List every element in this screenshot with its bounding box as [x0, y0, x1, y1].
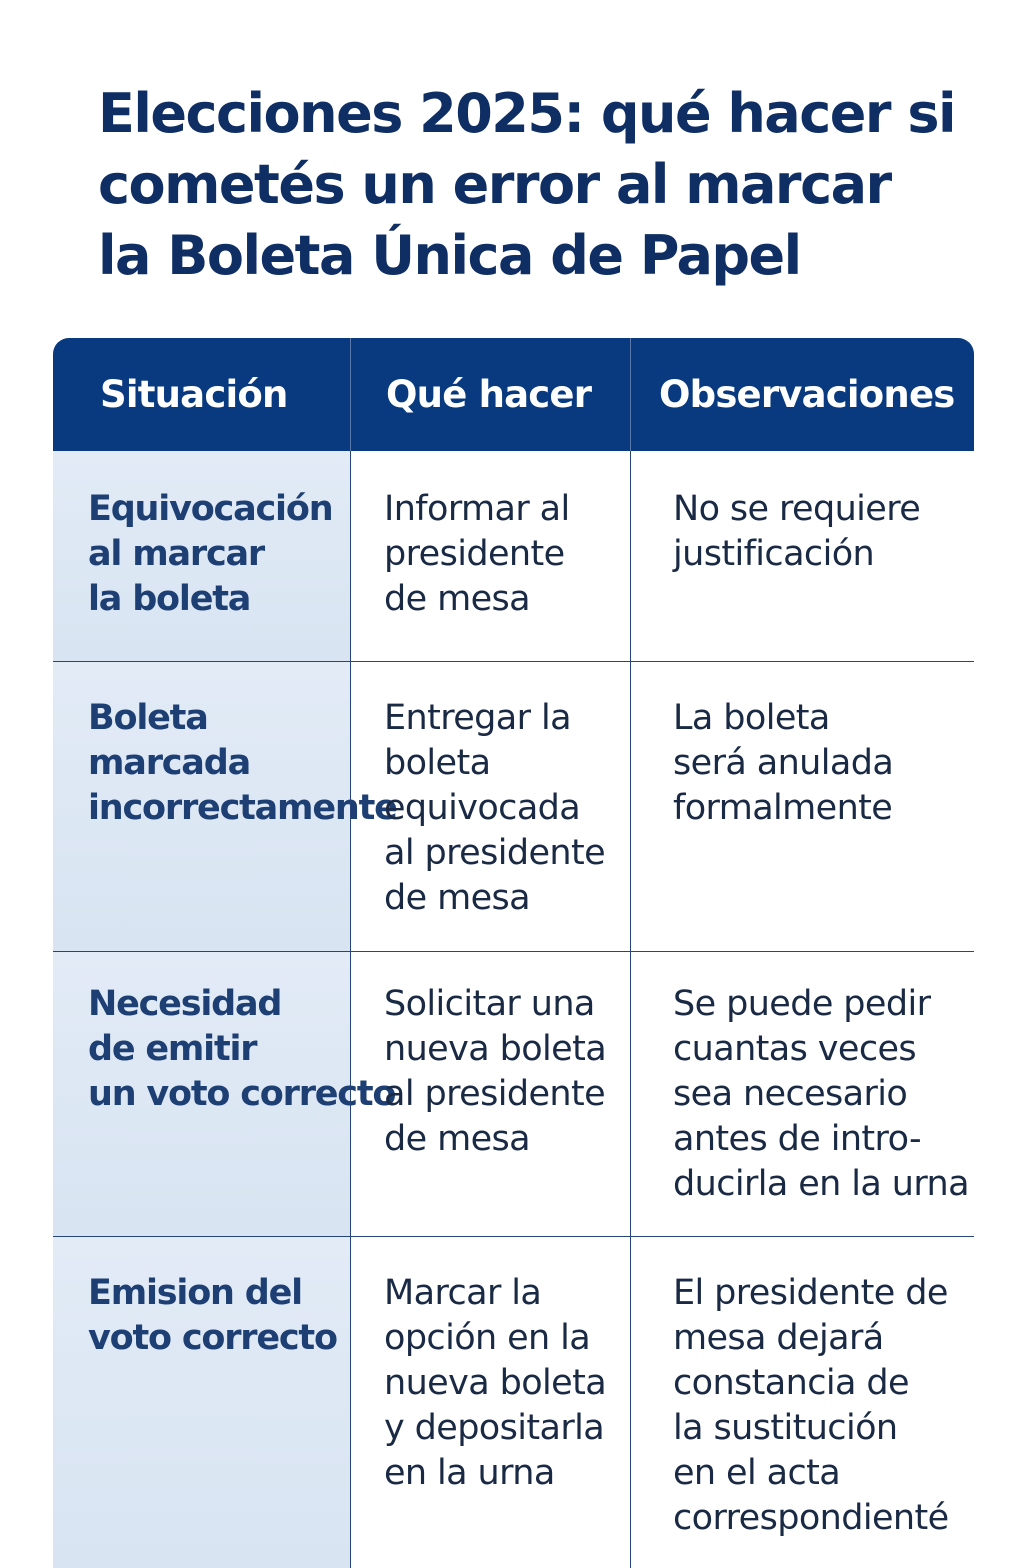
cell-line: de mesa	[384, 1119, 530, 1159]
cell-line: Informar al	[384, 489, 570, 529]
cell-line: No se requiere	[673, 489, 921, 529]
cell-que-hacer	[350, 1237, 630, 1568]
cell-line: cuantas veces	[673, 1029, 917, 1069]
title-line-3: la Boleta Única de Papel	[98, 224, 801, 287]
cell-line: nueva boleta	[384, 1363, 607, 1403]
title-line-1: Elecciones 2025: qué hacer si	[98, 82, 955, 145]
cell-line: Necesidad	[88, 984, 282, 1024]
cell-observaciones	[630, 952, 974, 1236]
table-header	[53, 338, 974, 451]
error-procedure-table	[53, 338, 974, 1568]
cell-line: sea necesario	[673, 1074, 908, 1114]
cell-line: justificación	[673, 534, 875, 574]
cell-line: y depositarla	[384, 1408, 605, 1448]
cell-situacion	[53, 1237, 350, 1568]
cell-que-hacer	[350, 662, 630, 951]
page-title	[98, 78, 978, 291]
cell-line: al presidente	[384, 833, 606, 873]
cell-line: voto correcto	[88, 1318, 337, 1358]
title-line-2: cometés un error al marcar	[98, 153, 891, 216]
cell-line: marcada	[88, 743, 250, 783]
cell-line: de mesa	[384, 579, 530, 619]
cell-line: será anulada	[673, 743, 894, 783]
cell-line: boleta	[384, 743, 491, 783]
table-row	[53, 1236, 974, 1568]
cell-line: al presidente	[384, 1074, 606, 1114]
cell-line: presidente	[384, 534, 565, 574]
cell-line: antes de intro-	[673, 1119, 922, 1159]
cell-line: la sustitución	[673, 1408, 898, 1448]
table-row	[53, 951, 974, 1236]
cell-line: de mesa	[384, 878, 530, 918]
cell-line: correspondienté	[673, 1498, 949, 1538]
cell-que-hacer	[350, 952, 630, 1236]
cell-line: formalmente	[673, 788, 893, 828]
cell-line: La boleta	[673, 698, 830, 738]
cell-line: ducirla en la urna	[673, 1164, 969, 1204]
cell-line: opción en la	[384, 1318, 591, 1358]
cell-observaciones	[630, 1237, 974, 1568]
cell-situacion	[53, 952, 396, 1236]
header-situacion: Situación	[100, 373, 288, 416]
cell-situacion	[53, 451, 350, 661]
cell-line: en el acta	[673, 1453, 841, 1493]
cell-line: nueva boleta	[384, 1029, 607, 1069]
cell-observaciones	[630, 451, 974, 661]
header-observaciones: Observaciones	[630, 338, 974, 451]
cell-line: Emision del	[88, 1273, 302, 1313]
cell-line: equivocada	[384, 788, 581, 828]
cell-line: de emitir	[88, 1029, 257, 1069]
table-row	[53, 451, 974, 661]
header-que-hacer: Qué hacer	[350, 338, 630, 451]
cell-line: la boleta	[88, 579, 251, 619]
cell-line: Equivocación	[88, 489, 333, 529]
cell-line: Se puede pedir	[673, 984, 931, 1024]
cell-line: Entregar la	[384, 698, 571, 738]
cell-line: en la urna	[384, 1453, 555, 1493]
cell-line: Solicitar una	[384, 984, 595, 1024]
table-row	[53, 661, 974, 951]
cell-line: al marcar	[88, 534, 264, 574]
cell-situacion	[53, 662, 397, 951]
cell-line: incorrectamente	[88, 788, 397, 828]
cell-line: Boleta	[88, 698, 208, 738]
cell-line: Marcar la	[384, 1273, 542, 1313]
cell-line: un voto correcto	[88, 1074, 396, 1114]
cell-observaciones	[630, 662, 974, 951]
cell-line: mesa dejará	[673, 1318, 884, 1358]
cell-line: El presidente de	[673, 1273, 948, 1313]
cell-line: constancia de	[673, 1363, 909, 1403]
cell-que-hacer	[350, 451, 630, 661]
table-body	[53, 451, 974, 1568]
